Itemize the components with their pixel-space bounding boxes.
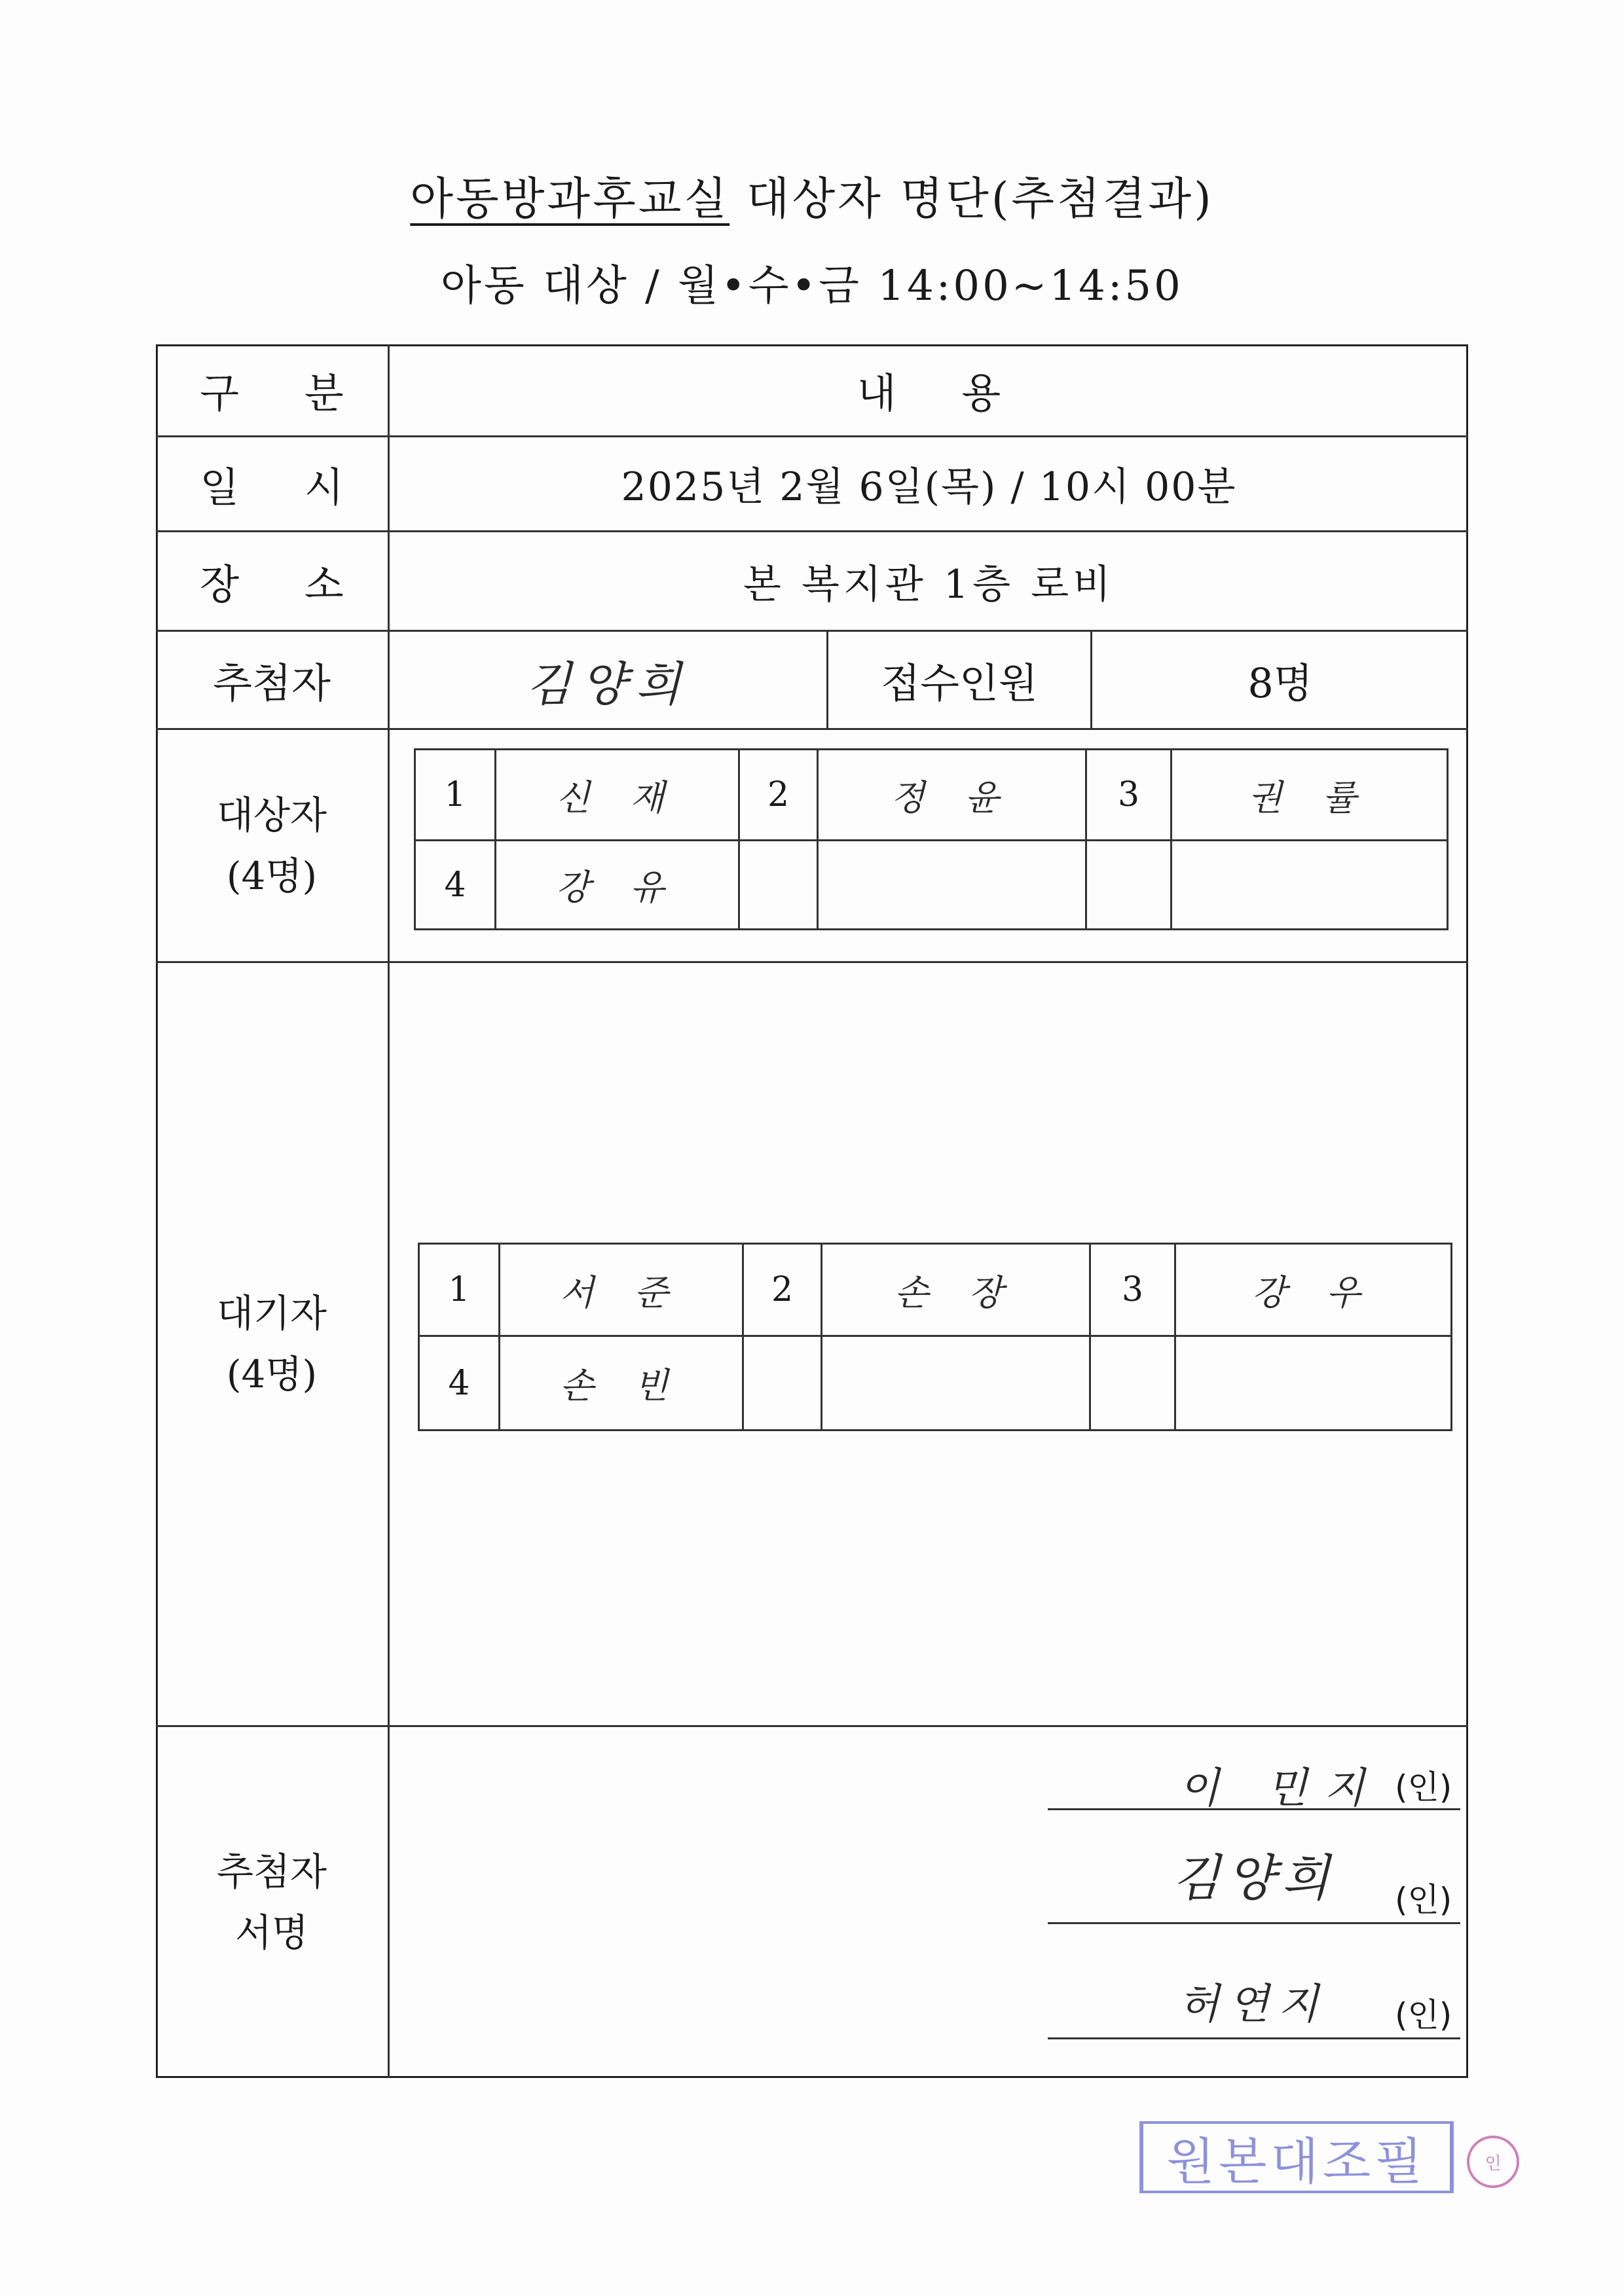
- received-count-label: 접수인원: [881, 659, 1038, 707]
- selected-grid: [414, 748, 1449, 930]
- signer-name: 이 민지: [1179, 1764, 1382, 1813]
- waitlist-grid: [418, 1243, 1452, 1431]
- signer-name: 허연지: [1179, 1980, 1328, 2029]
- signer-name: 김양희: [1172, 1849, 1337, 1907]
- selected-number: 1: [444, 775, 466, 814]
- certified-copy-stamp: 원본대조필: [1139, 2121, 1454, 2193]
- signer-seal: (인): [1395, 1996, 1452, 2034]
- schedule-value: 2025년 2월 6일(목) / 10시 00분: [621, 464, 1237, 510]
- selected-count: (4명): [226, 853, 318, 898]
- selected-number: 3: [1117, 775, 1140, 814]
- document-title: [0, 164, 1624, 227]
- signature-label: [156, 1727, 388, 2078]
- signer-seal: (인): [1395, 1768, 1452, 1806]
- document-subtitle: 아동 대상 / 월•수•금 14:00~14:50: [441, 262, 1183, 310]
- received-count-value: 8명: [1247, 659, 1313, 707]
- waitlist-number: 3: [1121, 1270, 1144, 1309]
- selected-number: 2: [767, 775, 790, 814]
- selected-name: 권 률: [1247, 776, 1371, 818]
- selected-number: 4: [444, 865, 466, 905]
- waitlist-label: [156, 963, 388, 1725]
- place-value: 본 복지관 1층 로비: [743, 561, 1115, 608]
- title-rest: 대상자 명단(추첨결과): [746, 173, 1214, 225]
- selected-name: 정 윤: [890, 776, 1014, 818]
- signature-line: [1048, 1922, 1460, 1924]
- stamp-seal: 인: [1467, 2136, 1519, 2188]
- waitlist-number: 4: [448, 1363, 470, 1403]
- signature-label-line1: 추첨자: [216, 1850, 327, 1895]
- signer-seal: (인): [1395, 1881, 1452, 1919]
- header-content-label: 내 용: [857, 369, 1027, 417]
- selected-name: 신 재: [555, 776, 679, 818]
- waitlist-name: 강 우: [1251, 1271, 1375, 1313]
- waitlist-name: 손 장: [894, 1271, 1018, 1313]
- waitlist-number: 2: [771, 1270, 794, 1309]
- signature-line: [1048, 1808, 1460, 1810]
- header-category-label: 구 분: [200, 369, 370, 417]
- place-label: 장 소: [200, 560, 370, 608]
- signature-label-line2: 서명: [234, 1910, 309, 1955]
- drawer-name: 김양희: [526, 656, 690, 712]
- waitlist-label-text: 대기자: [216, 1291, 327, 1336]
- selected-label-text: 대상자: [216, 792, 327, 837]
- signature-line: [1048, 2037, 1460, 2039]
- selected-label: [156, 730, 388, 961]
- waitlist-count: (4명): [226, 1352, 318, 1396]
- title-program: 아동방과후교실: [410, 173, 730, 225]
- drawer-label: 추첨자: [213, 659, 331, 707]
- waitlist-name: 서 준: [559, 1271, 683, 1313]
- waitlist-name: 손 빈: [559, 1365, 683, 1406]
- selected-name: 강 유: [555, 867, 679, 908]
- waitlist-number: 1: [448, 1270, 470, 1309]
- schedule-label: 일 시: [200, 463, 370, 511]
